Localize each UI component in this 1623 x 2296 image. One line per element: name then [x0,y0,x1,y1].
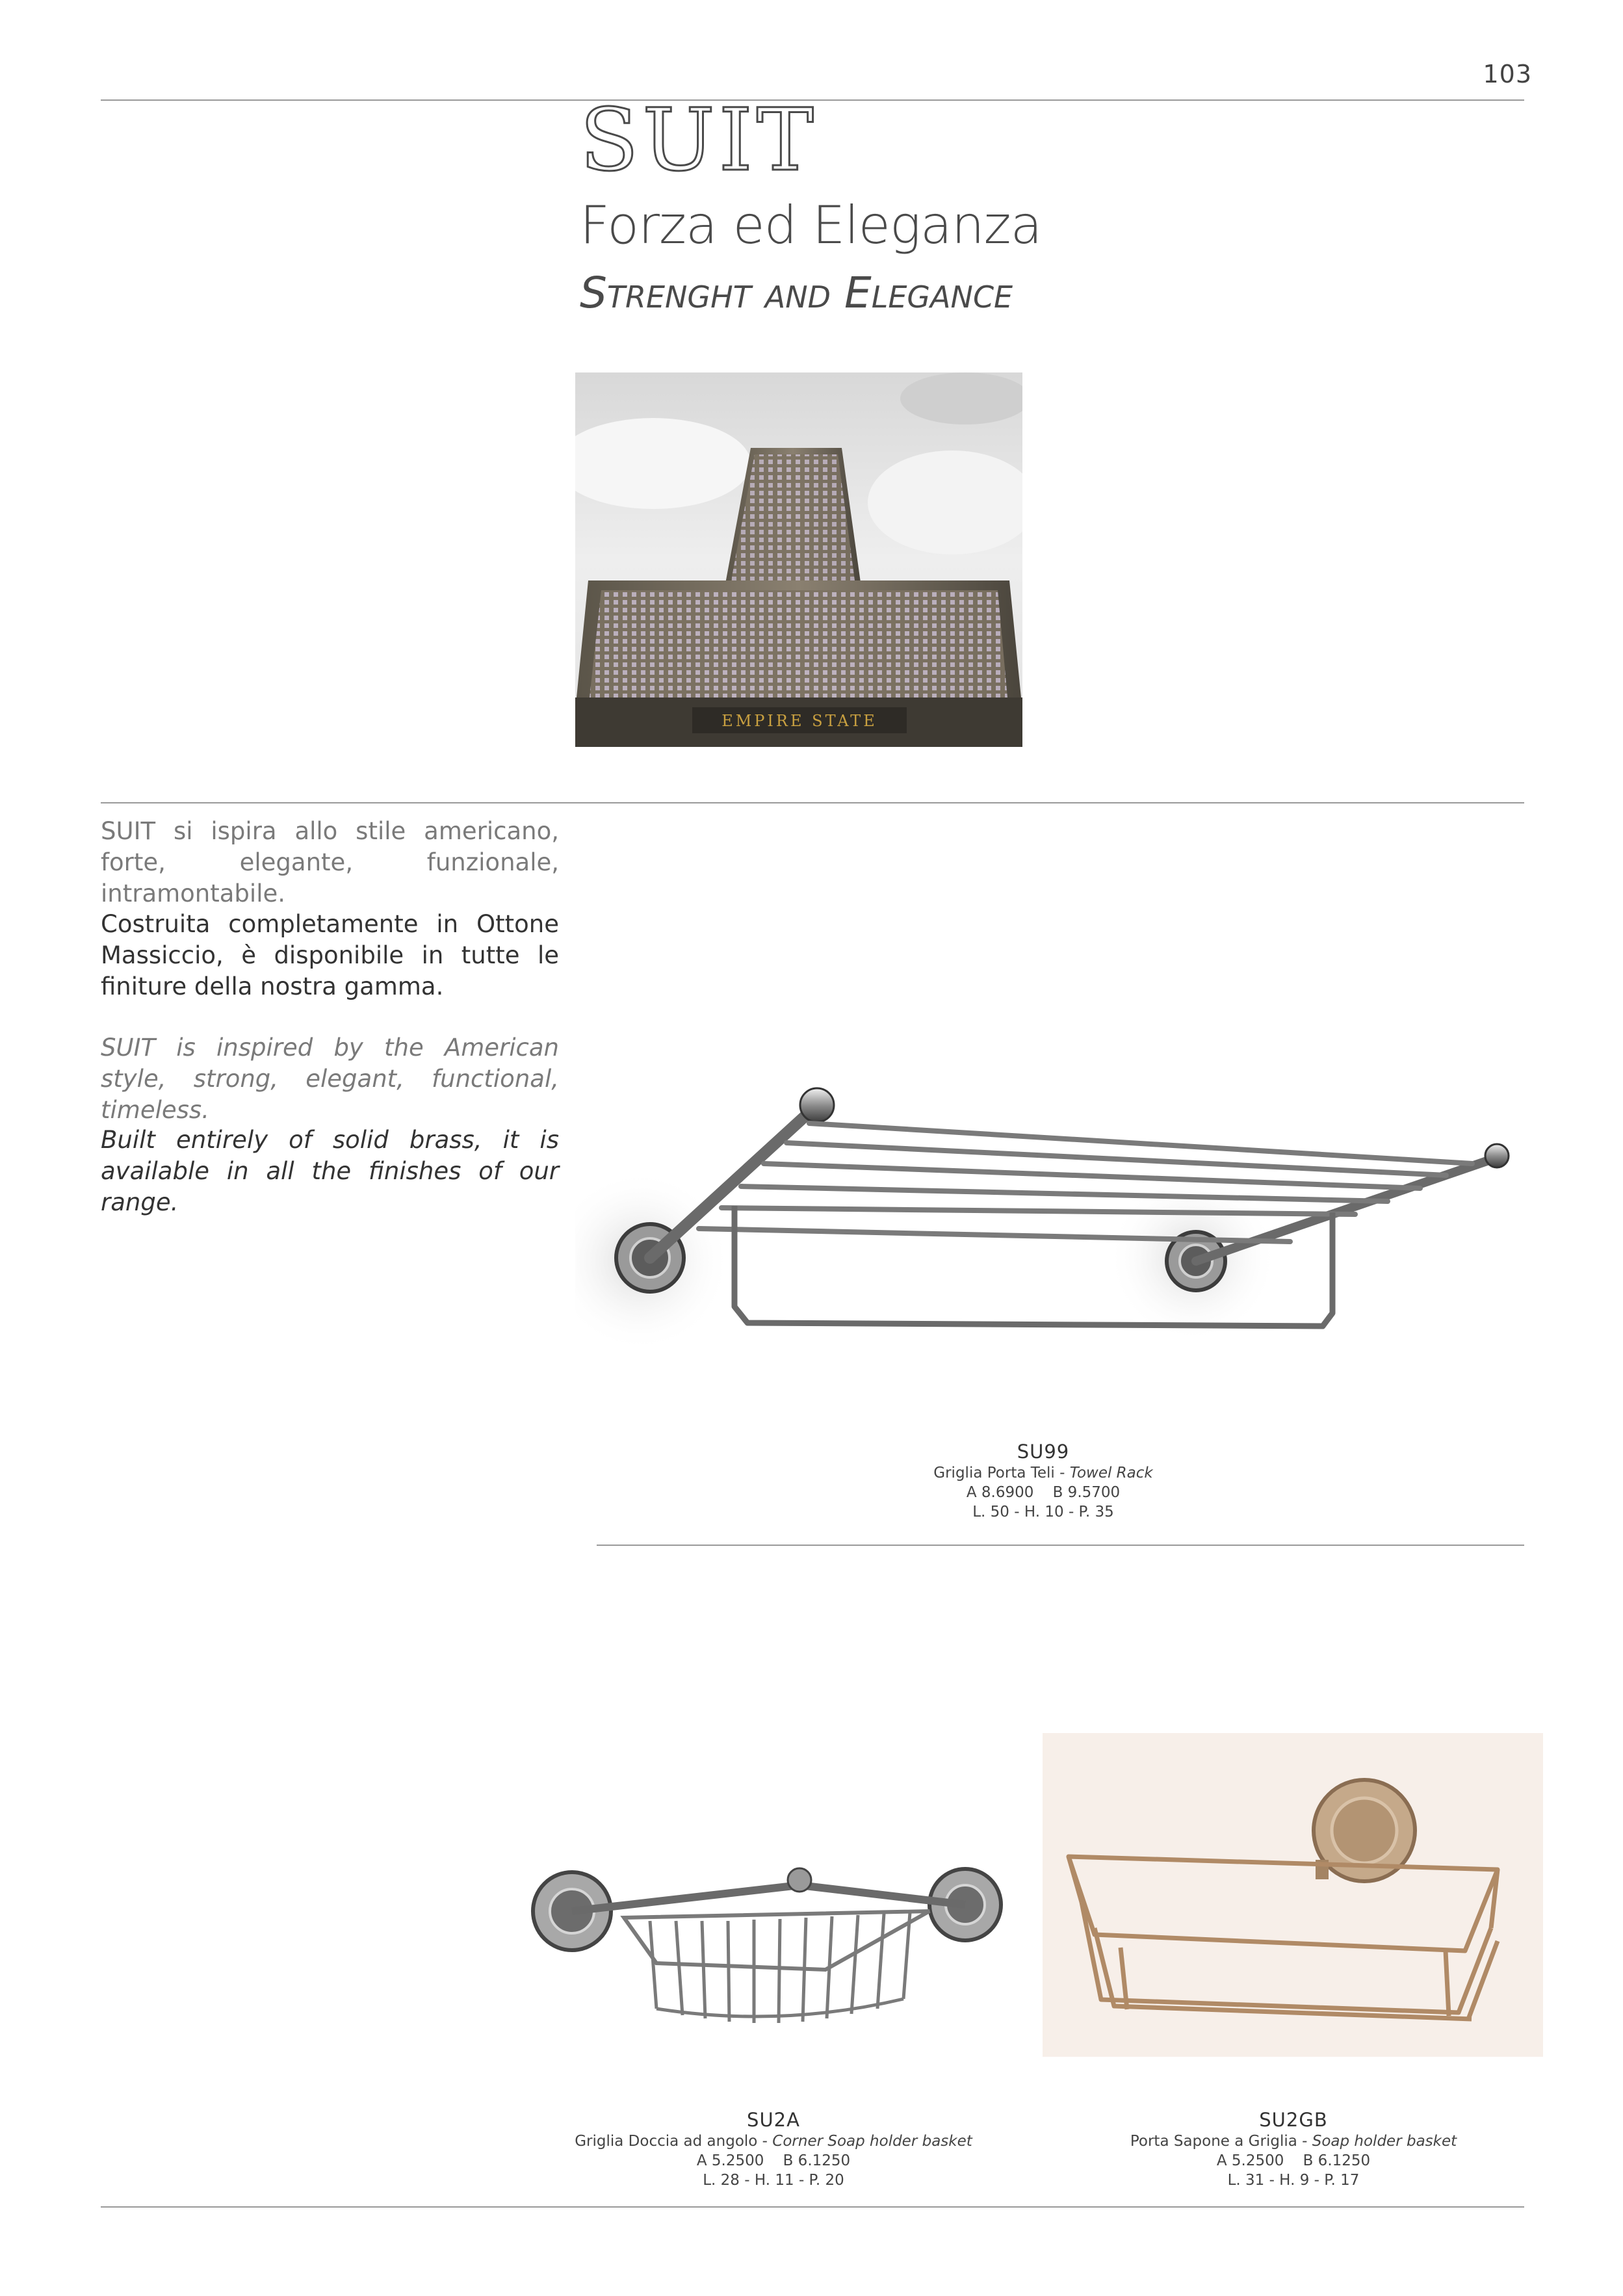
product-name-en: Towel Rack [1069,1465,1153,1481]
bottom-divider [101,2206,1524,2208]
towel-rack-image [575,1066,1518,1378]
product-dimensions: L. 28 - H. 11 - P. 20 [703,2172,844,2189]
corner-basket-image [526,1833,1011,2028]
product-name-it: Griglia Doccia ad angolo - [575,2133,773,2150]
subtitle-italian: Forza ed Eleganza [580,195,1042,255]
description-en-2: Built entirely of solid brass, it is available in all the finishes of our range. [101,1126,559,1216]
page-number: 103 [1483,60,1532,88]
product-codes: A 5.2500 B 6.1250 [1216,2152,1371,2169]
product-dimensions: L. 31 - H. 9 - P. 17 [1227,2172,1360,2189]
product-codes: A 5.2500 B 6.1250 [696,2152,851,2169]
product-caption-su99 [773,1440,1313,1522]
product-code: SU2A [747,2109,800,2131]
product-dimensions: L. 50 - H. 10 - P. 35 [972,1504,1114,1520]
description-it-2: Costruita completamente in Ottone Massiccio, è disponibile in tutte le finiture della nostra gamma. [101,910,559,1000]
section-divider [101,802,1524,803]
product-name-en: Corner Soap holder basket [772,2133,972,2150]
product-name-it: Porta Sapone a Griglia - [1130,2133,1312,2150]
product-caption-su2gb [1040,2108,1547,2190]
photo-sign-text: EMPIRE STATE [721,712,877,730]
subtitle-english: Strenght and Elegance [580,268,1013,318]
collection-title: SUIT [580,90,818,190]
product-code: SU2GB [1259,2109,1328,2131]
product-divider [597,1545,1524,1546]
product-code: SU99 [1017,1441,1070,1463]
empire-state-photo [575,372,1022,747]
description-en-1: SUIT is inspired by the American style, strong, elegant, functional, timeless. [101,1034,559,1124]
product-name-it: Griglia Porta Teli - [933,1465,1070,1481]
description-it-1: SUIT si ispira allo stile americano, forte, elegante, funzionale, intramontabile. [101,817,559,907]
soap-basket-image [1043,1733,1543,2057]
product-name-en: Soap holder basket [1312,2133,1457,2150]
product-codes: A 8.6900 B 9.5700 [966,1484,1121,1501]
product-caption-su2a [520,2108,1027,2190]
